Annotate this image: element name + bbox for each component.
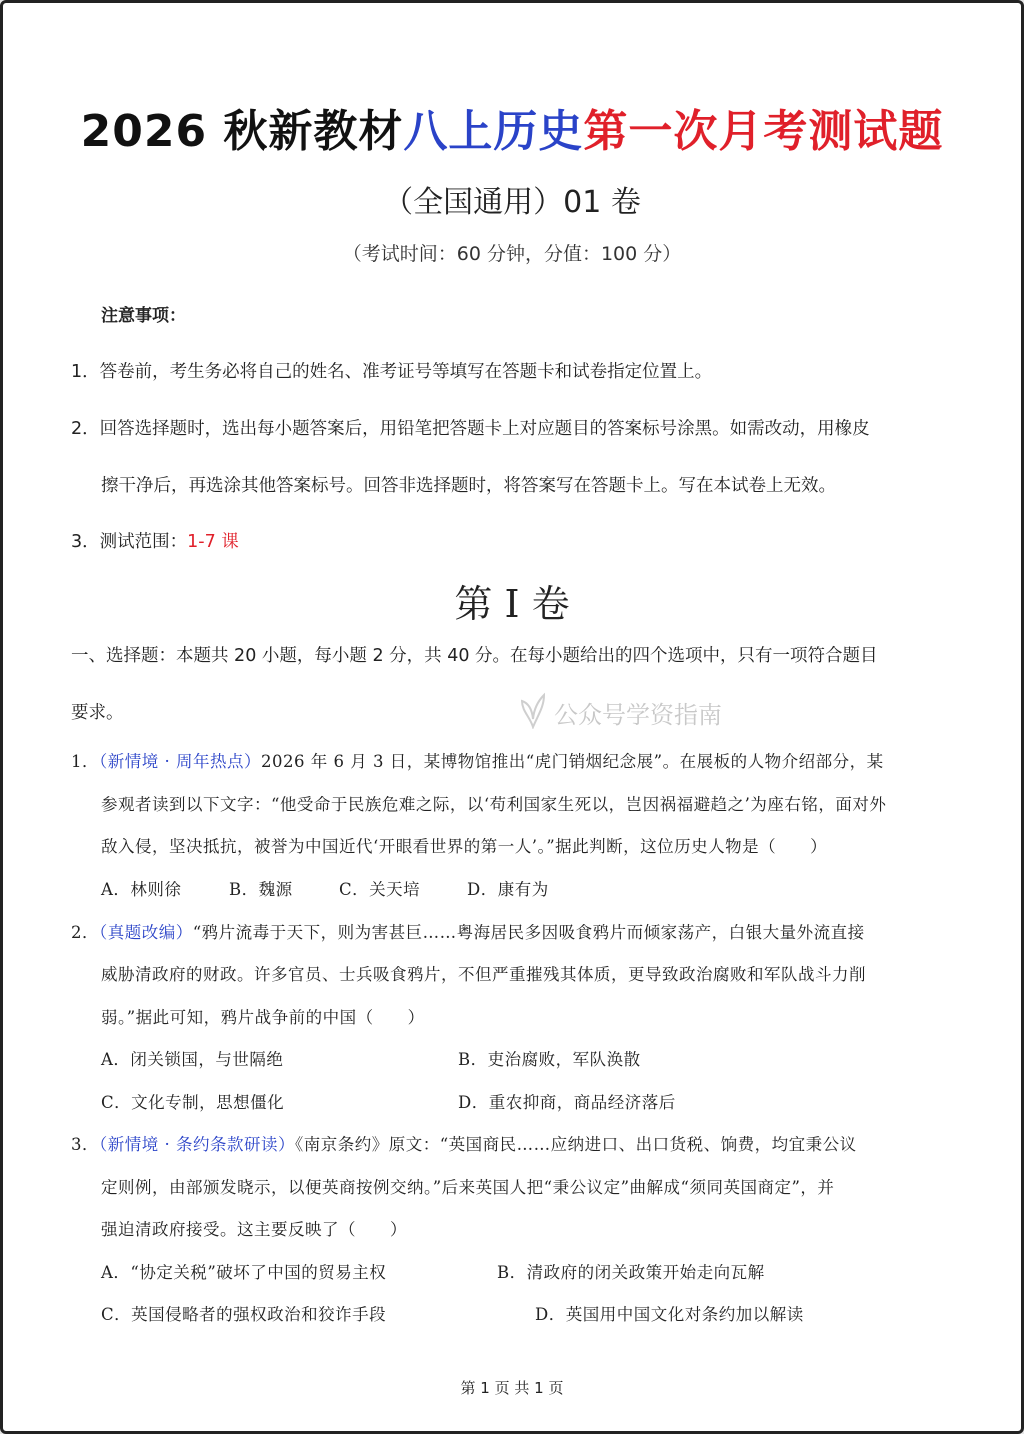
question-3-option-b[interactable]: B．清政府的闭关政策开始走向瓦解 [497, 1263, 765, 1282]
exam-subtitle: （全国通用）01 卷 [383, 185, 641, 220]
question-1-text-1: 2026 年 6 月 3 日，某博物馆推出“虎门销烟纪念展”。在展板的人物介绍部分，某 [261, 752, 884, 771]
notice-item-1: 1．答卷前，考生务必将自己的姓名、准考证号等填写在答题卡和试卷指定位置上。 [71, 362, 713, 382]
instructions-line-1: 一、选择题：本题共 20 小题，每小题 2 分，共 40 分。在每小题给出的四个选项中，只有一项符合题目 [71, 646, 878, 666]
question-3-tag: （新情境 · 条约条款研读） [99, 1135, 295, 1154]
question-3-line-2: 定则例，由部颁发晓示，以便英商按例交纳。”后来英国人把“秉公议定”曲解成“须同英国商定”，并 [101, 1178, 835, 1197]
leaf-icon [518, 689, 548, 729]
question-1-option-b[interactable]: B．魏源 [229, 880, 293, 899]
watermark-text: 公众号学资指南 [554, 701, 722, 729]
notice-heading: 注意事项： [101, 306, 186, 326]
notice-item-2-line-1: 2．回答选择题时，选出每小题答案后，用铅笔把答题卡上对应题目的答案标号涂黑。如需改动，用橡皮 [71, 419, 870, 439]
exam-info: （考试时间：60 分钟，分值：100 分） [342, 243, 682, 265]
question-2-tag: （真题改编） [99, 923, 193, 942]
question-2-text-1: “鸦片流毒于天下，则为害甚巨……粤海居民多因吸食鸦片而倾家荡产，白银大量外流直接 [192, 923, 865, 942]
question-1-line-2: 参观者读到以下文字：“他受命于民族危难之际，以‘苟利国家生死以，岂因祸福避趋之’为座右铭，面对外 [101, 795, 887, 814]
question-1-option-c[interactable]: C．关天培 [339, 880, 421, 899]
question-3-text-1: 《南京条约》原文：“英国商民……应纳进口、出口货税、饷费，均宜秉公议 [295, 1135, 857, 1154]
notice-item-3-label: 3．测试范围： [71, 532, 188, 552]
question-1-tag: （新情境 · 周年热点） [99, 752, 261, 771]
instructions-line-2: 要求。 [71, 703, 124, 723]
question-3-line-3: 强迫清政府接受。这主要反映了（ ） [101, 1220, 407, 1239]
question-1-option-a[interactable]: A．林则徐 [101, 880, 182, 899]
question-3-line-1 [71, 1131, 857, 1155]
exam-title [3, 95, 1021, 159]
question-2-line-2: 威胁清政府的财政。许多官员、士兵吸食鸦片，不但严重摧残其体质，更导致政治腐败和军队战斗力削 [101, 965, 866, 984]
notice-item-3 [71, 528, 239, 553]
section-title: 第 I 卷 [454, 582, 570, 626]
question-2-number: 2． [71, 923, 99, 942]
question-3-option-a[interactable]: A．“协定关税”破坏了中国的贸易主权 [101, 1263, 387, 1282]
question-3-option-c[interactable]: C．英国侵略者的强权政治和狡诈手段 [101, 1305, 387, 1324]
question-2-option-d[interactable]: D．重农抑商，商品经济落后 [458, 1093, 676, 1112]
notice-item-2-line-2: 擦干净后，再选涂其他答案标号。回答非选择题时，将答案写在答题卡上。写在本试卷上无效。 [101, 476, 836, 496]
question-1-option-d[interactable]: D．康有为 [467, 880, 549, 899]
question-2-line-1 [71, 919, 865, 943]
question-2-line-3: 弱。”据此可知，鸦片战争前的中国（ ） [101, 1008, 425, 1027]
question-2-option-c[interactable]: C．文化专制，思想僵化 [101, 1093, 285, 1112]
page-footer: 第 1 页 共 1 页 [460, 1379, 564, 1397]
question-1-line-3: 敌入侵，坚决抵抗，被誉为中国近代‘开眼看世界的第一人’。”据此判断，这位历史人物是（ ） [101, 837, 828, 856]
question-3-option-d[interactable]: D．英国用中国文化对条约加以解读 [535, 1305, 804, 1324]
title-part-2: 八上历史 [403, 106, 584, 157]
question-3-number: 3． [71, 1135, 99, 1154]
watermark [518, 689, 722, 730]
question-1-line-1 [71, 748, 884, 772]
test-scope: 1-7 课 [187, 532, 239, 552]
title-part-1: 2026 秋新教材 [80, 106, 404, 157]
title-part-3: 第一次月考测试题 [583, 106, 944, 157]
question-2-option-b[interactable]: B．吏治腐败，军队涣散 [458, 1050, 641, 1069]
question-1-number: 1． [71, 752, 99, 771]
question-2-option-a[interactable]: A．闭关锁国，与世隔绝 [101, 1050, 284, 1069]
